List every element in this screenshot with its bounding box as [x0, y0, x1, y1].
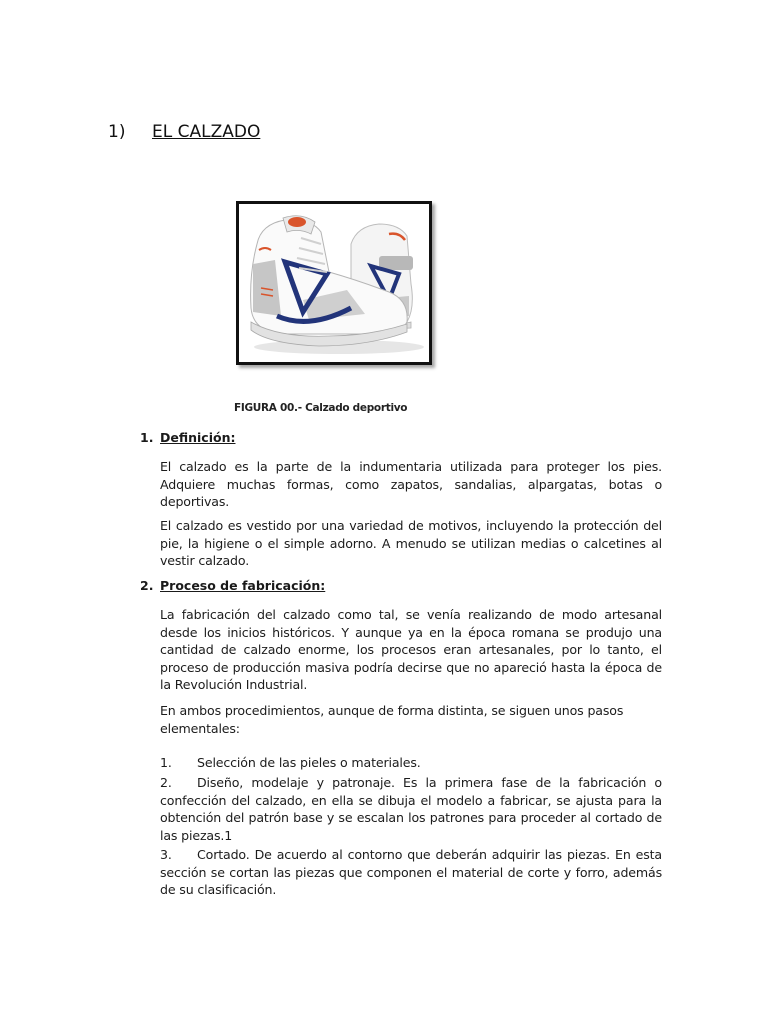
list-item-text: Selección de las pieles o materiales. [197, 755, 421, 770]
section-proceso-title [140, 578, 325, 593]
list-item-text: Cortado. De acuerdo al contorno que deberán adquirir las piezas. En esta sección se cortan las piezas que componen el material de corte y forro, además de su clasificación. [160, 847, 662, 897]
sneaker-photo [239, 204, 429, 362]
chapter-heading [108, 122, 260, 142]
list-item [160, 754, 662, 772]
section-title: Proceso de fabricación: [160, 578, 326, 593]
section-number: 2. [140, 578, 154, 593]
section-number: 1. [140, 430, 154, 445]
section-definicion-title [140, 430, 235, 445]
paragraph: En ambos procedimientos, aunque de forma distinta, se siguen unos pasos elementales: [160, 703, 624, 736]
list-item-number: 2. [160, 775, 172, 790]
list-item-text: Diseño, modelaje y patronaje. Es la primera fase de la fabricación o confección del calzado, en ella se dibuja el modelo a fabricar, se ajusta para la obtención del patrón base y se escalan los patrones para proceder al cortado de las piezas.1 [160, 775, 662, 843]
paragraph: La fabricación del calzado como tal, se venía realizando de modo artesanal desde los inicios históricos. Y aunque ya en la época romana se produjo una cantidad de calzado enorme, los procesos eran artesanales, por lo tanto, el proceso de producción masiva podría decirse que no apareció hasta la época de la Revolución Industrial. [160, 607, 662, 692]
list-item-number: 1. [160, 755, 172, 770]
figure-frame [236, 201, 432, 365]
list-item [160, 846, 662, 899]
section-title: Definición: [160, 430, 236, 445]
paragraph: El calzado es la parte de la indumentaria utilizada para proteger los pies. Adquiere muchas formas, como zapatos, sandalias, alpargatas, botas o deportivas. [160, 459, 662, 509]
list-item-number: 3. [160, 847, 172, 862]
chapter-number: 1) [108, 122, 126, 142]
list-item [160, 774, 662, 844]
figure-caption: FIGURA 00.- Calzado deportivo [234, 402, 408, 414]
chapter-title: EL CALZADO [152, 122, 261, 142]
paragraph: El calzado es vestido por una variedad de motivos, incluyendo la protección del pie, la higiene o el simple adorno. A menudo se utilizan medias o calcetines al vestir calzado. [160, 518, 662, 568]
